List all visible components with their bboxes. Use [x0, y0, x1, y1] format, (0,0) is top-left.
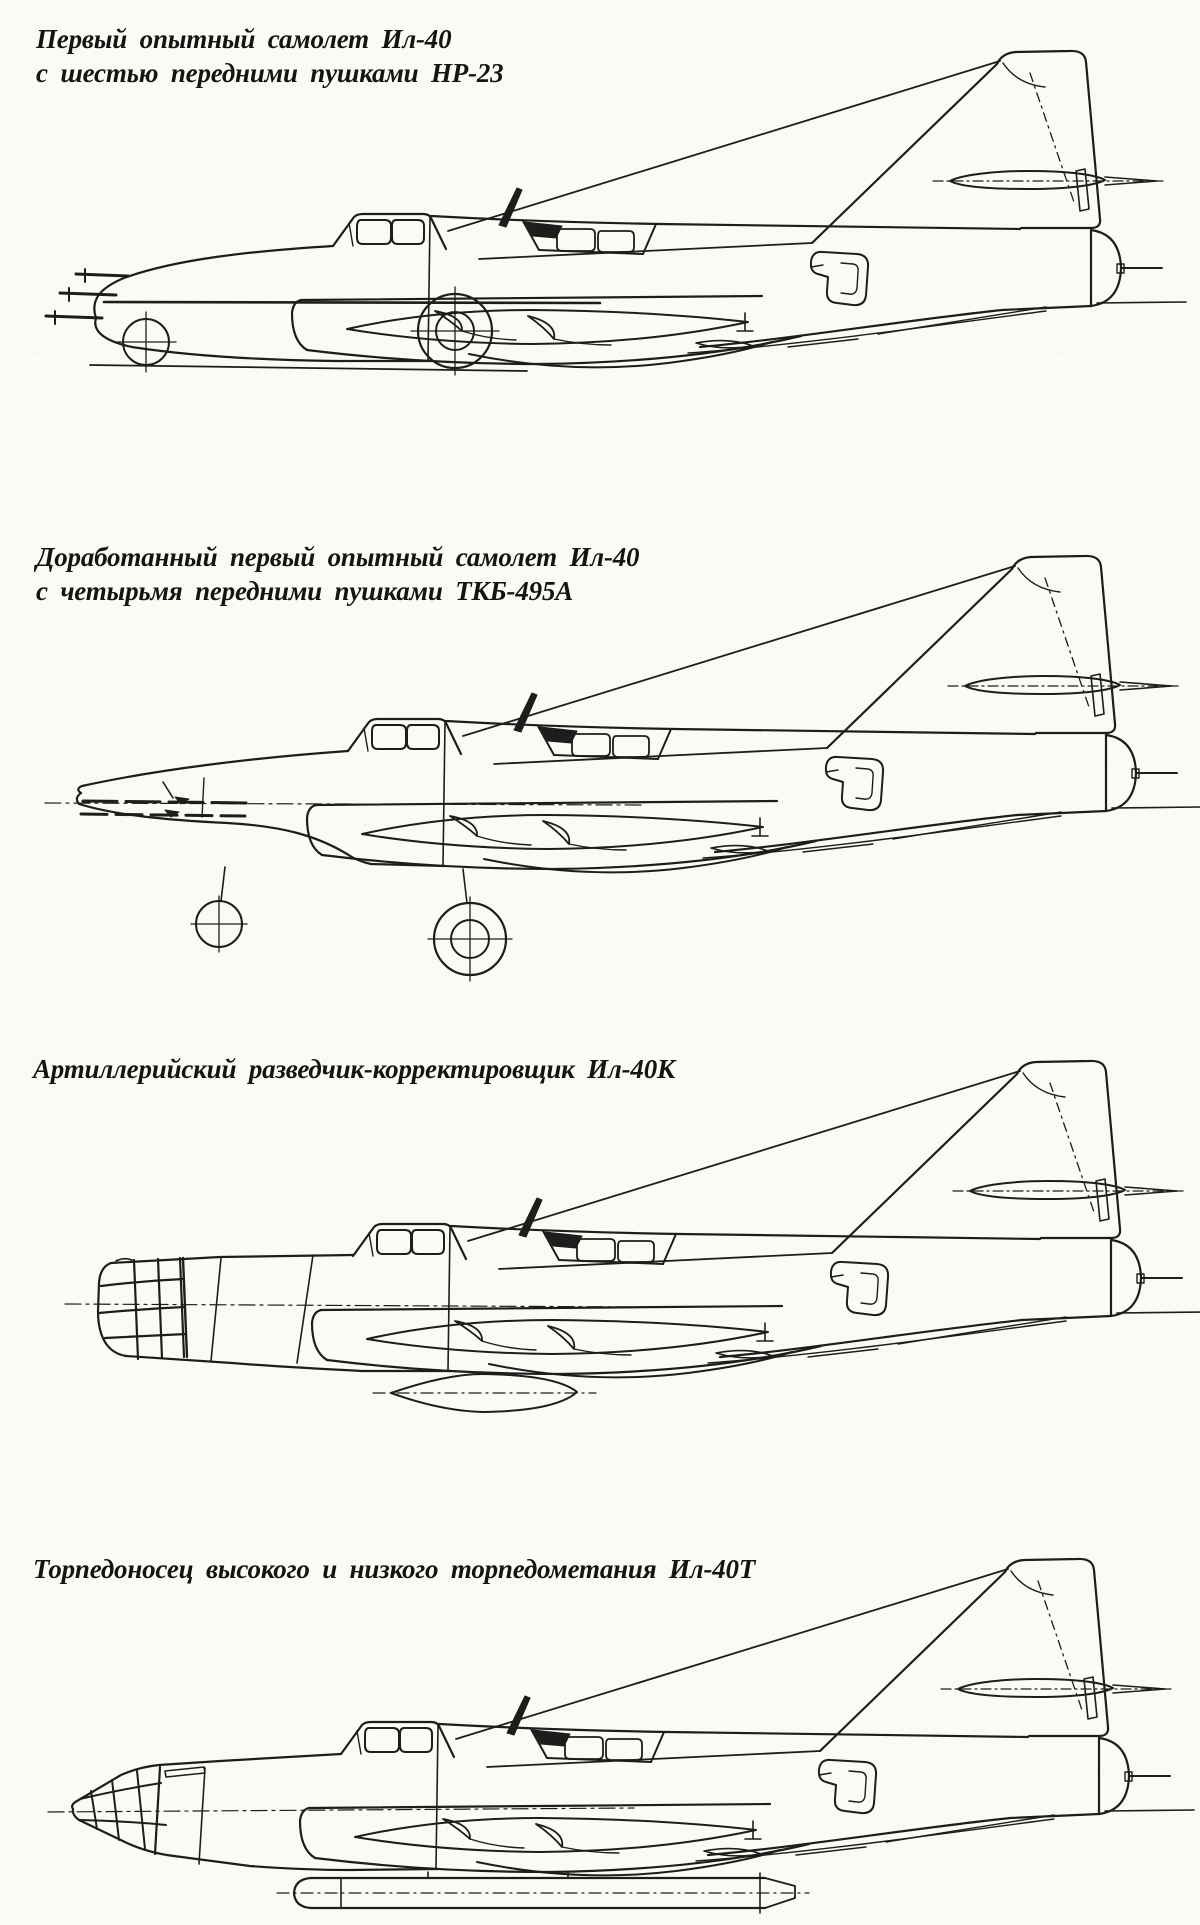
caption-line: с шестью передними пушками НР-23: [36, 58, 504, 88]
drawing-il40-first-prototype: [46, 51, 1186, 375]
figure-caption-il40-first-prototype: [36, 22, 503, 90]
figure-caption-il40k-artillery-spotter: [33, 1052, 675, 1086]
drawing-il40k-artillery-spotter: [65, 1061, 1200, 1412]
caption-line: Артиллерийский разведчик-корректировщик Ил-40К: [33, 1054, 676, 1084]
caption-line: Торпедоносец высокого и низкого торпедометания Ил-40Т: [33, 1554, 756, 1584]
figure-caption-il40t-torpedo-bomber: [33, 1552, 755, 1586]
figure-caption-il40-modified-prototype: [36, 540, 639, 608]
drawing-il40t-torpedo-bomber: [48, 1559, 1194, 1913]
drawing-il40-modified-prototype: [45, 556, 1200, 981]
caption-line: Первый опытный самолет Ил-40: [36, 24, 452, 54]
caption-line: с четырьмя передними пушками ТКБ-495А: [36, 576, 574, 606]
caption-line: Доработанный первый опытный самолет Ил-40: [36, 542, 640, 572]
